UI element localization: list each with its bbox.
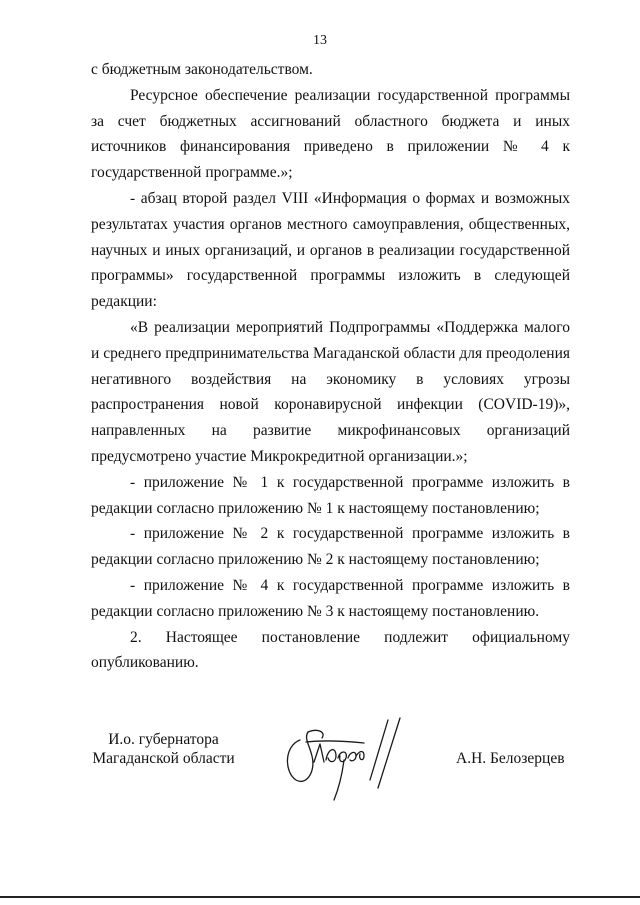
paragraph: - абзац второй раздел VIII «Информация о формах и возможных результатах участия органов местного самоуправления, общественных, научных и иных организаций, и органов в реализации государственной программы» государственной программы изложить в следующей редакции: xyxy=(91,189,570,311)
document-body xyxy=(91,57,570,676)
signer-position-line1: И.о. губернатора xyxy=(108,731,219,748)
paragraph: Ресурсное обеспечение реализации государственной программы за счет бюджетных ассигнований областного бюджета и иных источников финансирования приведено в приложении № 4 к государственной программе.»; xyxy=(91,86,570,182)
page-number: 13 xyxy=(313,33,327,48)
handwritten-signature xyxy=(278,710,408,805)
signer-name: А.Н. Белозерцев xyxy=(456,750,565,767)
paragraph: с бюджетным законодательством. xyxy=(91,61,313,78)
signer-position xyxy=(91,730,236,768)
paragraph: - приложение № 2 к государственной программе изложить в редакции согласно приложению № 2 к настоящему постановлению; xyxy=(91,525,570,569)
paragraph: - приложение № 1 к государственной программе изложить в редакции согласно приложению № 1 к настоящему постановлению; xyxy=(91,473,570,517)
paragraph: - приложение № 4 к государственной программе изложить в редакции согласно приложению № 3 к настоящему постановлению. xyxy=(91,576,570,620)
paragraph: 2. Настоящее постановление подлежит официальному опубликованию. xyxy=(91,628,570,672)
signer-position-line2: Магаданской области xyxy=(92,750,235,767)
bottom-edge-line xyxy=(0,896,640,898)
paragraph: «В реализации мероприятий Подпрограммы «Поддержка малого и среднего предпринимательства Магаданской области для преодоления негативного воздействия на экономику в условиях угрозы распространения новой коронавирусной инфекции (COVID-19)», направленных на развитие микрофинансовых организаций предусмотрено участие Микрокредитной организации.»; xyxy=(91,318,570,465)
signature-block xyxy=(91,730,570,810)
